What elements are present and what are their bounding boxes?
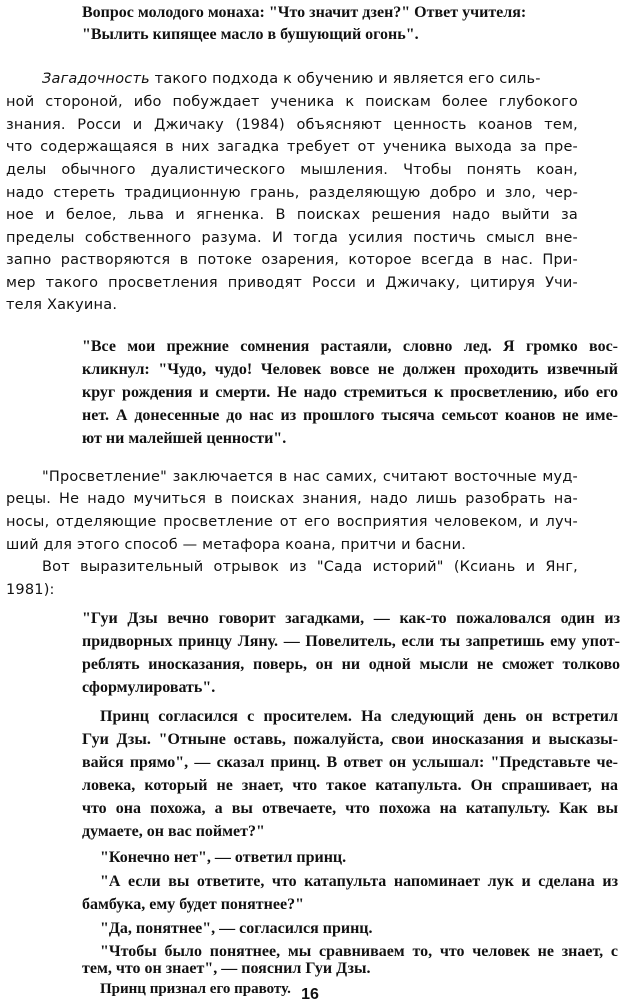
paragraph-line: Вот выразительный отрывок из "Сада историй" (Ксиань и Янг, (42, 559, 578, 575)
story-line: "А если вы ответите, что катапульта напоминает лук и сделана из (100, 873, 618, 890)
emphasized-word: Загадочность (42, 71, 150, 87)
paragraph-line: ной стороной, ибо побуждает ученика к поискам более глубокого (6, 94, 578, 110)
quote-line: кликнул: "Чудо, чудо! Человек вовсе не должен проходить извечный (82, 361, 618, 378)
story-line: Принц согласился с просителем. На следующий день он встретил (100, 708, 618, 725)
paragraph-line: ший для этого способ — метафора коана, притчи и басни. (6, 537, 467, 553)
story-line: реблять иносказания, поверь, он ни одной мысли не сможет толково (82, 656, 620, 673)
quote-line: "Все мои прежние сомнения растаяли, словно лед. Я громко вос- (82, 338, 618, 355)
paragraph-line: что содержащаяся в них загадка требует от ученика выхода за пре- (6, 139, 578, 155)
story-line: тем, что он знает", — пояснил Гуи Дзы. (82, 960, 371, 977)
story-line: Гуи Дзы. "Отныне оставь, пожалуйста, свои иносказания и высказы- (82, 731, 618, 748)
story-line: Принц признал его правоту. (100, 981, 291, 997)
page-number: 16 (301, 986, 319, 1003)
paragraph-line: запно растворяются в потоке озарения, которое всегда в нас. При- (6, 252, 578, 268)
quote-line: ют ни малейшей ценности". (82, 430, 287, 447)
paragraph-line: мер такого просветления приводят Росси и Джичаку, цитируя Учи- (6, 275, 578, 291)
quote-line: круг рождения и смерти. Не надо стремиться к просветлению, ибо его (82, 384, 618, 401)
story-line: ловека, который не знает, что такое катапульта. Он спрашивает, на (82, 777, 618, 794)
story-line: вайся прямо", — сказал принц. В ответ он услышал: "Представьте че- (82, 754, 618, 771)
story-line: придворных принцу Ляну. — Повелитель, если ты запретишь ему упот- (82, 633, 620, 650)
paragraph-line: 1981): (6, 582, 55, 598)
quote-line: нет. А донесенные до нас из прошлого тысяча семьсот коанов не име- (82, 407, 618, 424)
paragraph-line: знания. Росси и Джичаку (1984) объясняют ценность коанов тем, (6, 117, 578, 133)
paragraph-line: надо стереть традиционную грань, разделяющую добро и зло, чер- (6, 185, 578, 201)
paragraph-line: носы, отделяющие просветление от его восприятия человеком, и луч- (6, 514, 578, 530)
story-line: "Конечно нет", — ответил принц. (100, 849, 347, 866)
epigraph-line: Вопрос молодого монаха: "Что значит дзен?" Ответ учителя: (82, 4, 527, 21)
story-line: бамбука, ему будет понятнее?" (82, 896, 304, 913)
story-line: "Гуи Дзы вечно говорит загадками, — как-то пожаловался один из (82, 610, 620, 627)
epigraph-line: "Вылить кипящее масло в бушующий огонь". (82, 26, 419, 43)
paragraph-line: Загадочность такого подхода к обучению и является его силь- (42, 71, 541, 87)
paragraph-line: "Просветление" заключается в нас самих, считают восточные муд- (42, 469, 578, 485)
paragraph-line: пределы собственного разума. И тогда усилия постичь смысл вне- (6, 230, 578, 246)
paragraph-line: ное и белое, льва и ягненка. В поисках решения надо выйти за (6, 207, 578, 223)
story-line: "Да, понятнее", — согласился принц. (100, 920, 373, 937)
paragraph-line: теля Хакуина. (6, 297, 118, 313)
story-line: "Чтобы было понятнее, мы сравниваем то, что человек не знает, с (100, 943, 618, 960)
story-line: сформулировать". (82, 679, 216, 696)
paragraph-line: рецы. Не надо мучиться в поисках знания, надо лишь разобрать на- (6, 491, 578, 507)
story-line: что она похожа, а вы отвечаете, что похожа на катапульту. Как вы (82, 800, 618, 817)
paragraph-line: делы обычного дуалистического мышления. Чтобы понять коан, (6, 162, 578, 178)
story-line: думаете, он вас поймет?" (82, 823, 265, 840)
